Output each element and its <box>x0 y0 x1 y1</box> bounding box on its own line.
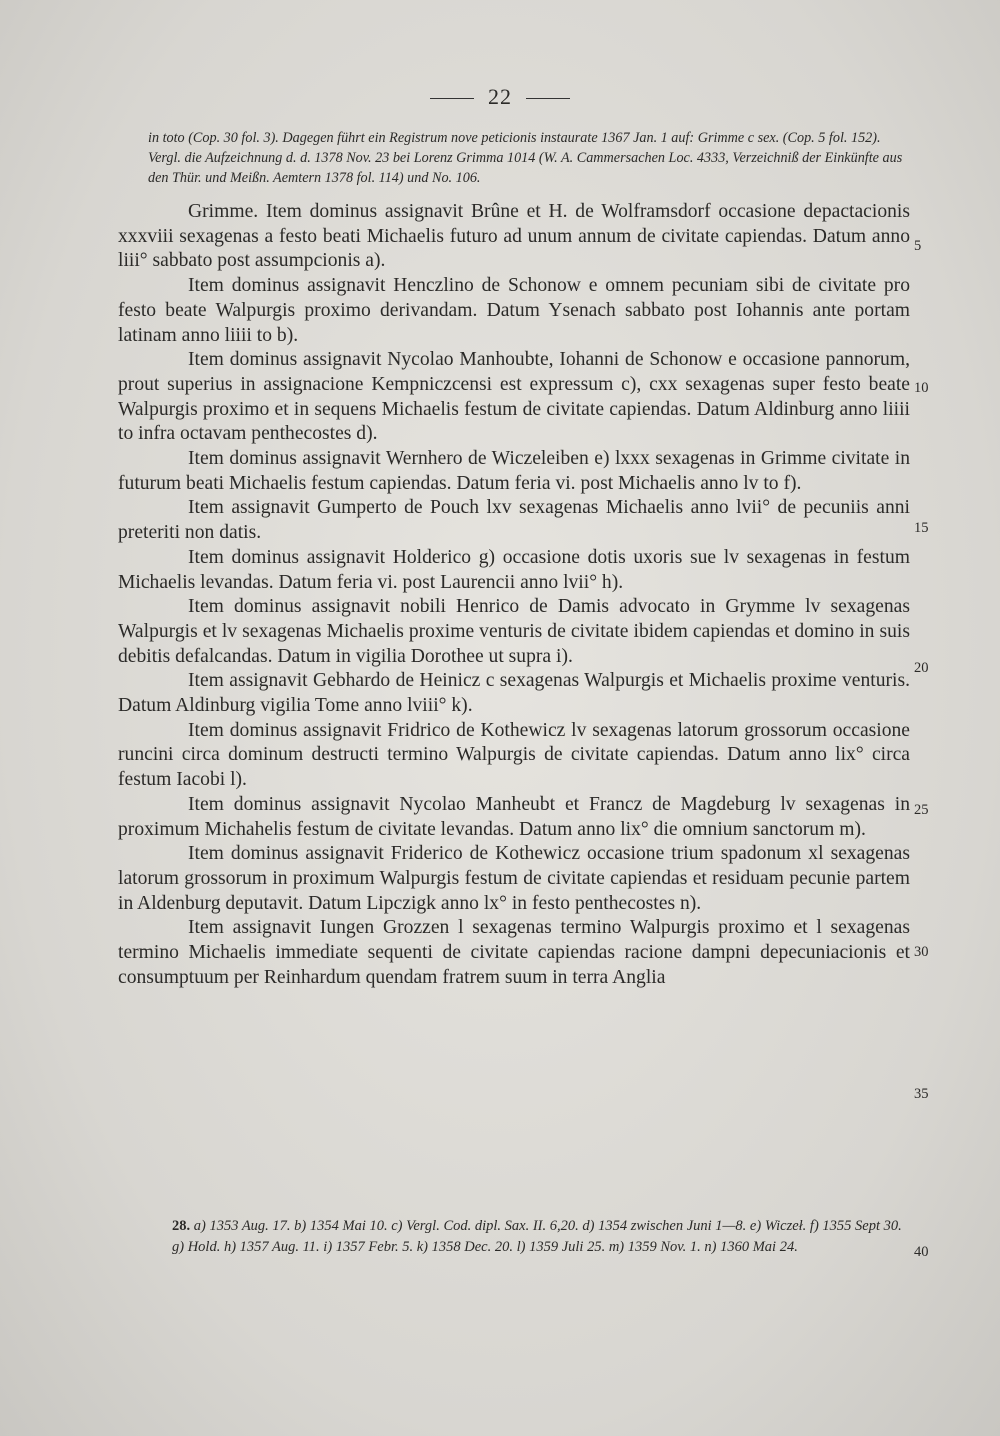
paragraph: Item assignavit Gebhardo de Heinicz c sexagenas Walpurgis et Michaelis proxime venturis. Datum Aldinburg vigilia Tome anno lviii° k). <box>118 670 910 717</box>
line-number: 35 <box>914 1086 929 1102</box>
footnote-text: a) 1353 Aug. 17. b) 1354 Mai 10. c) Vergl. Cod. dipl. Sax. II. 6,20. d) 1354 zwischen Juni 1—8. e) Wiczeł. f) 1355 Sept 30. g) Hold. h) 1357 Aug. 11. i) 1357 Febr. 5. k) 1358 Dec. 20. l) 1359 Juli 25. m) 1359 Nov. 1. n) 1360 Mai 24. <box>172 1218 902 1255</box>
paragraph: Item assignavit Gumperto de Pouch lxv sexagenas Michaelis anno lvii° de pecuniis anni preteriti non datis. <box>118 497 910 544</box>
page-number: 22 <box>488 84 512 109</box>
paragraph: Item dominus assignavit Nycolao Manhoubte, Iohanni de Schonow e occasione pannorum, prout superius in assignacione Kempniczcensi est expressum c), cxx sexagenas super festo beate Walpurgis proximo et in sequens Michaelis festum de civitate capiendas. Datum Aldinburg anno liiii to infra octavam penthecostes d). <box>118 349 910 445</box>
paragraph: Item dominus assignavit Friderico de Kothewicz occasione trium spadonum xl sexagenas latorum grossorum in proximum Walpurgis festum de civitate capiendas et residuam pecunie partem in Aldenburg deputavit. Datum Lipczigk anno lx° in festo penthecostes n). <box>118 843 910 914</box>
footnote-number: 28. <box>172 1218 191 1234</box>
paragraph: Item dominus assignavit Nycolao Manheubt et Francz de Magdeburg lv sexagenas in proximum Michahelis festum de civitate levandas. Datum anno lix° die omnium sanctorum m). <box>118 793 910 840</box>
line-number: 40 <box>914 1244 929 1260</box>
page-header <box>0 84 1000 110</box>
paragraph: Item assignavit Iungen Grozzen l sexagenas termino Walpurgis proximo et l sexagenas termino Michaelis immediate sequenti de civitate capiendas racione dampni depecuniacionis et consumptuum per Reinhardum quendam fratrem suum in terra Anglia <box>118 917 910 988</box>
line-number: 10 <box>914 380 929 396</box>
line-number: 5 <box>914 238 922 254</box>
line-number: 20 <box>914 660 929 676</box>
header-rule-right <box>526 98 570 99</box>
paragraph: Item dominus assignavit Holderico g) occasione dotis uxoris sue lv sexagenas in festum Michaelis levandas. Datum feria vi. post Laurencii anno lvii° h). <box>118 546 910 593</box>
line-number: 25 <box>914 802 929 818</box>
paragraph: Item dominus assignavit Henczlino de Schonow e omnem pecuniam sibi de civitate pro festo beate Walpurgis proximo derivandam. Datum Ysenach sabbato post Iohannis ante portam latinam anno liiii to b). <box>118 275 910 346</box>
main-text <box>118 200 910 991</box>
line-number: 15 <box>914 520 929 536</box>
prefatory-note: in toto (Cop. 30 fol. 3). Dagegen führt ein Registrum nove peticionis instaurate 1367 Jan. 1 auf: Grimme c sex. (Cop. 5 fol. 152). Vergl. die Aufzeichnung d. d. 1378 Nov. 23 bei Lorenz Grimma 1014 (W. A. Cammersachen Loc. 4333, Verzeichniß der Einkünfte aus den Thür. und Meißn. Aemtern 1378 fol. 114) und No. 106. <box>148 130 903 186</box>
paragraph: Item dominus assignavit Wernhero de Wiczeleiben e) lxxx sexagenas in Grimme civitate in futurum beati Michaelis festum capiendas. Datum feria vi. post Michaelis anno lv to f). <box>118 448 910 494</box>
header-rule-left <box>430 98 474 99</box>
line-number: 30 <box>914 944 929 960</box>
paragraph: Item dominus assignavit Fridrico de Kothewicz lv sexagenas latorum grossorum occasione runcini circa dominum destructi termino Walpurgis de civitate capiendas. Datum anno lix° circa festum Iacobi l). <box>118 719 910 791</box>
paragraph: Item dominus assignavit nobili Henrico de Damis advocato in Grymme lv sexagenas Walpurgis et lv sexagenas Michaelis proxime venturis de civitate ibidem capiendas et domino in suis debitis defalcandas. Datum in vigilia Dorothee ut supra i). <box>118 596 910 667</box>
footnotes <box>172 1216 912 1258</box>
paragraph: Grimme. Item dominus assignavit Brûne et H. de Wolframsdorf occasione depactacionis xxxviii sexagenas a festo beati Michaelis futuro ad unum annum de civitate capiendas. Datum anno liii° sabbato post assumpcionis a). <box>118 201 910 272</box>
